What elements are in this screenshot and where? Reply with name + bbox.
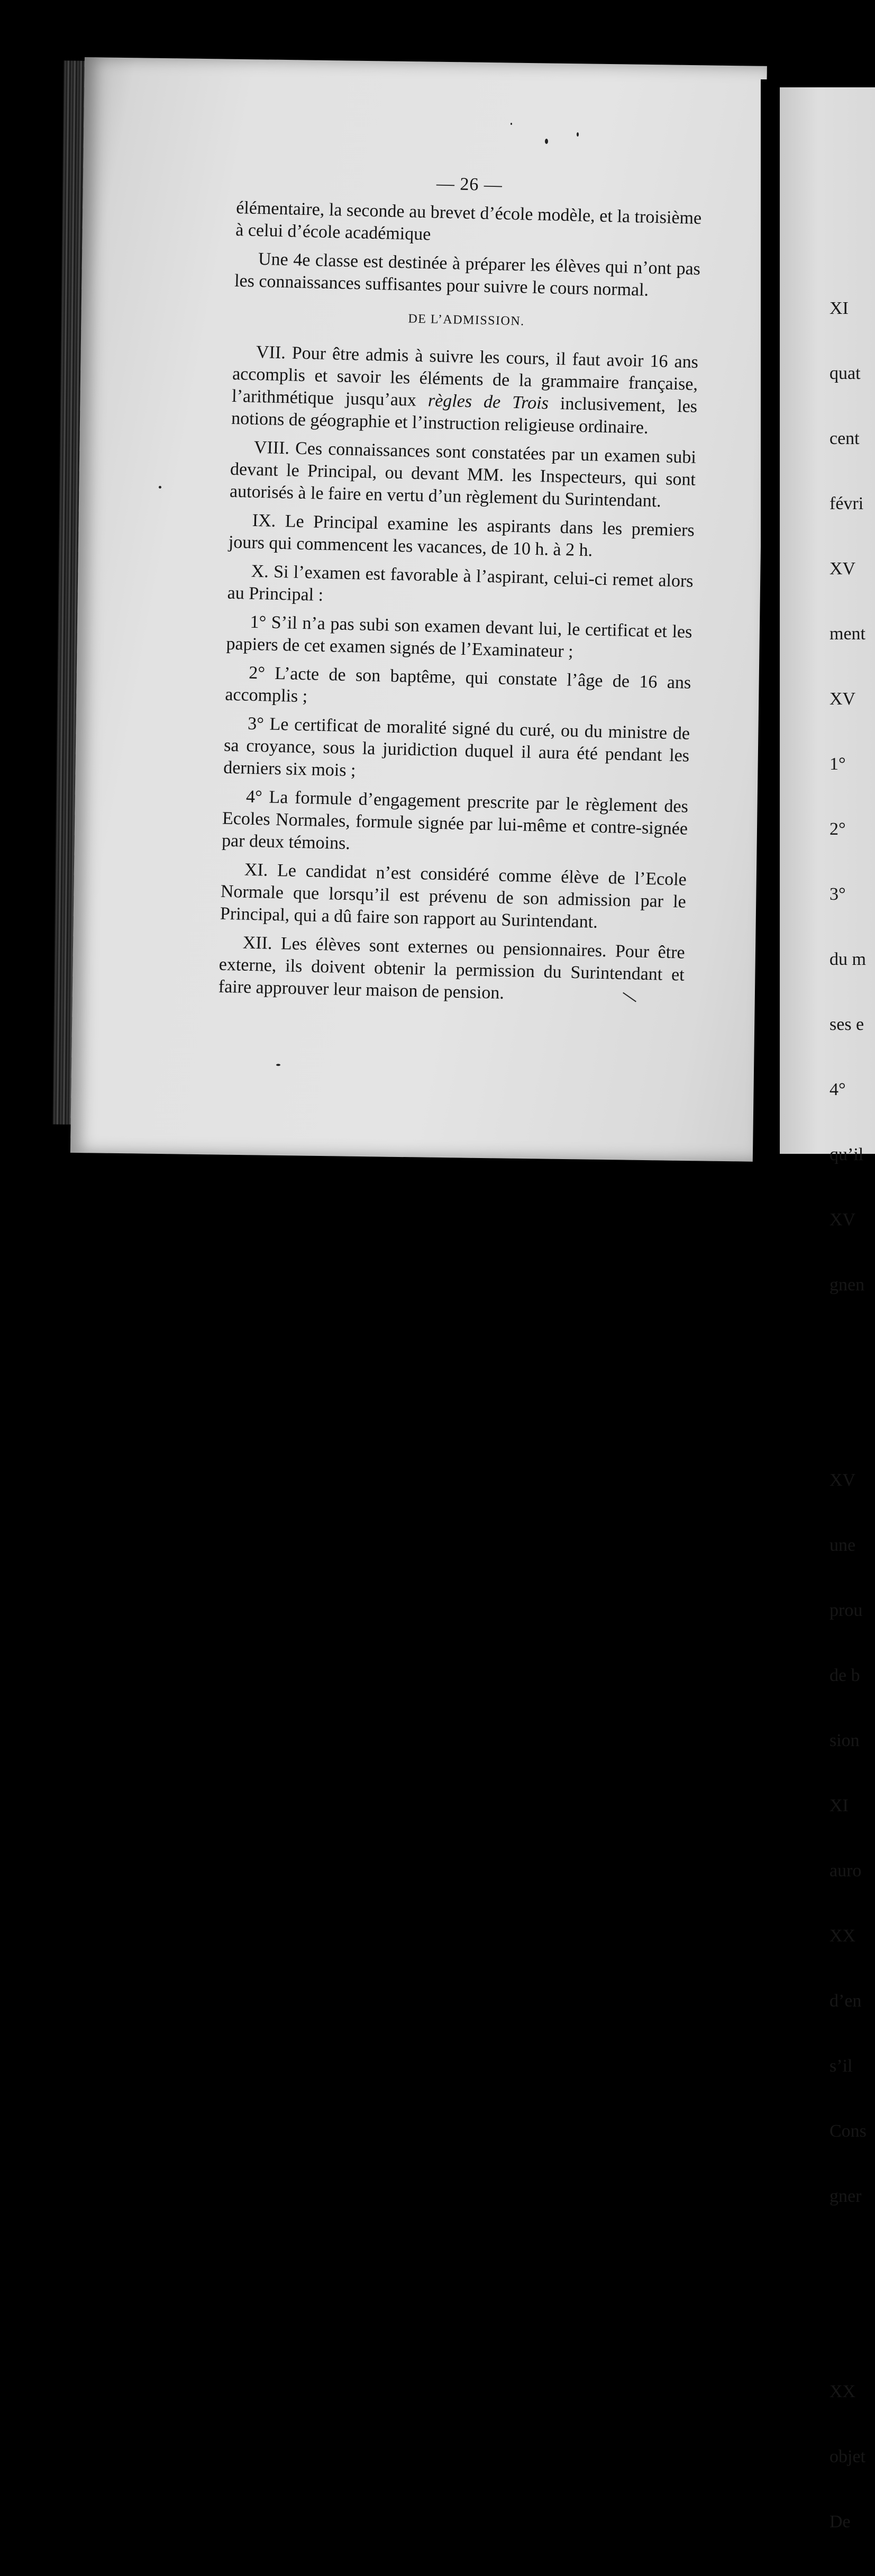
- facing-line: XV: [830, 559, 856, 579]
- page-number: — 26 —: [436, 174, 503, 195]
- facing-line: ses e: [830, 1015, 864, 1034]
- facing-line: 2°: [830, 819, 846, 839]
- paper-speck: [577, 132, 579, 137]
- article-text: inclusivement, les notions de géographie et l’instruction religieuse ordinaire.: [231, 393, 698, 438]
- facing-line: s’il: [830, 2056, 853, 2076]
- facing-line: XV: [830, 1210, 856, 1230]
- article-text: Les élèves sont externes ou pensionnaires. Pour être externe, ils doivent obtenir la permission du Surintendant et faire approuver leur maison de pension.: [218, 933, 686, 1003]
- facing-line: une: [830, 1535, 856, 1555]
- facing-line: 4°: [830, 1080, 846, 1099]
- article-number: XII.: [242, 933, 272, 953]
- list-item: 4° La formule d’engagement prescrite par le règlement des Ecoles Normales, formule signée par lui-même et contre-signée par deux témoins.: [221, 787, 689, 854]
- article-paragraph: [220, 858, 687, 936]
- facing-line: d’en: [830, 1991, 862, 2011]
- paper-speck: [545, 139, 548, 144]
- facing-line: qu’il: [830, 1145, 864, 1164]
- article-number: X.: [251, 561, 269, 582]
- facing-line: févri: [830, 494, 864, 513]
- facing-line: gner: [830, 2186, 862, 2206]
- facing-line: XX: [830, 1926, 856, 1946]
- facing-line: XI: [830, 299, 849, 318]
- article-italic-text: règles de Trois: [427, 391, 549, 413]
- facing-line: auro: [830, 1861, 862, 1881]
- article-paragraph: [228, 509, 695, 564]
- list-item: 3° Le certificat de moralité signé du curé, ou du ministre de sa croyance, sous la juridiction duquel il aura été pendant les derniers six mois ;: [223, 713, 690, 781]
- facing-line: [830, 2250, 867, 2272]
- facing-line: XX: [830, 2382, 856, 2401]
- article-paragraph: [218, 932, 685, 1009]
- facing-line: Cons: [830, 2121, 867, 2141]
- facing-line: du m: [830, 950, 866, 969]
- facing-line: XV: [830, 689, 856, 709]
- section-heading: DE L’ADMISSION.: [408, 312, 525, 329]
- facing-line: quat: [830, 364, 861, 383]
- facing-line: [830, 1339, 867, 1361]
- facing-line: De: [830, 2512, 851, 2532]
- facing-line: XI: [830, 1796, 849, 1815]
- article-text: Ces connaissances sont constatées par un examen subi devant le Principal, ou devant MM. les Inspecteurs, qui sont autorisés à le faire en vertu d’un règlement du Surintendant.: [229, 438, 697, 511]
- page-body: [218, 168, 703, 1015]
- article-text: Le candidat n’est considéré comme élève de l’Ecole Normale que lorsqu’il est prévenu de son admission par le Principal, qui a dû faire son rapport au Surintendant.: [220, 860, 687, 932]
- article-number: VIII.: [253, 437, 290, 458]
- facing-line: ment: [830, 624, 865, 644]
- article-text: Pour être admis à suivre les cours, il faut avoir 16 ans accomplis et savoir les éléments de la grammaire française, l’arithmétique jusqu’aux: [231, 343, 699, 411]
- article-paragraph: [230, 436, 697, 513]
- facing-line: gnen: [830, 1275, 865, 1295]
- paragraph: élémentaire, la seconde au brevet d’école modèle, et la troisième à celui d’école académique: [235, 197, 702, 245]
- paper-speck: [276, 1064, 280, 1066]
- facing-line: prou: [830, 1601, 863, 1620]
- article-text: Si l’examen est favorable à l’aspirant, celui-ci remet alors au Principal :: [227, 562, 694, 605]
- facing-page-text: [830, 254, 867, 2576]
- article-number: IX.: [252, 510, 276, 531]
- facing-line: objet: [830, 2447, 865, 2466]
- facing-line: cent: [830, 429, 860, 448]
- facing-line: XV: [830, 1470, 856, 1490]
- paper-speck: [511, 123, 512, 125]
- facing-line: 1°: [830, 754, 846, 774]
- article-text: Le Principal examine les aspirants dans les premiers jours qui commencent les vacances, de 10 h. à 2 h.: [228, 511, 695, 561]
- facing-line: [830, 2316, 867, 2337]
- facing-line: sion: [830, 1731, 860, 1750]
- article-paragraph: [227, 560, 694, 615]
- paragraph: Une 4e classe est destinée à préparer les élèves qui n’ont pas les connaissances suffisantes pour suivre le cours normal.: [234, 249, 701, 300]
- article-paragraph: [231, 341, 699, 440]
- facing-line: [830, 1404, 867, 1426]
- article-number: VII.: [256, 342, 286, 363]
- book-gutter: [761, 79, 780, 1159]
- paper-speck: [159, 486, 161, 489]
- list-item: 1° S’il n’a pas subi son examen devant lui, le certificat et les papiers de cet examen signés de l’Examinateur ;: [226, 612, 692, 662]
- facing-line: 3°: [830, 884, 846, 904]
- list-item: 2° L’acte de son baptême, qui constate l’âge de 16 ans accomplis ;: [225, 663, 691, 707]
- facing-line: de b: [830, 1666, 860, 1685]
- article-number: XI.: [244, 860, 268, 880]
